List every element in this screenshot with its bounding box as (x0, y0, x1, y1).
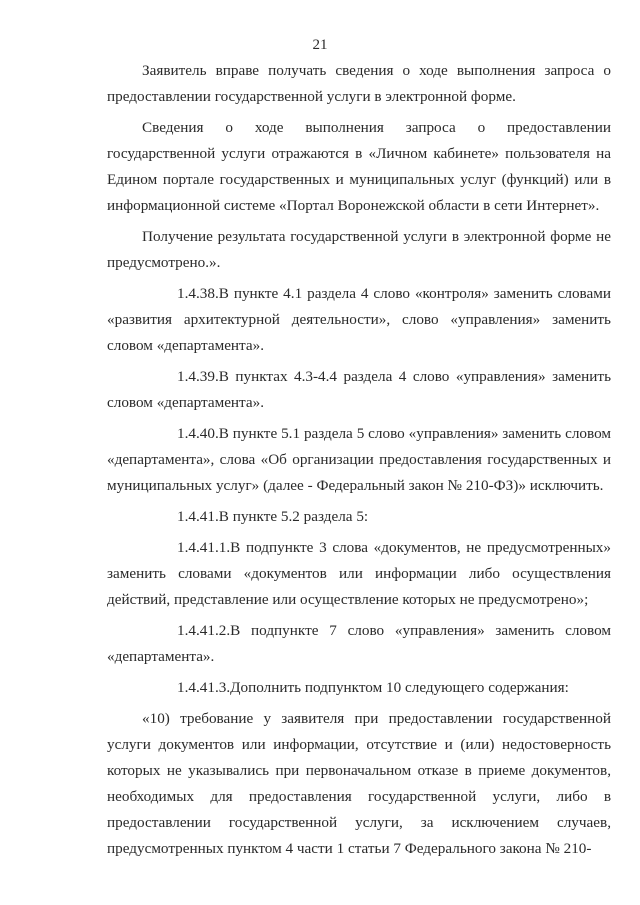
clause-text: В подпункте 3 слова «документов, не предусмотренных» заменить словами «документов или информации либо осуществления действий, представление или осуществление которых не предусмотрено»; (107, 539, 611, 608)
clause-1-4-41 (107, 504, 611, 530)
clause-text: В пункте 5.2 раздела 5: (218, 508, 369, 525)
clause-number: 1.4.40. (177, 425, 219, 442)
clause-number: 1.4.41. (177, 508, 219, 525)
page-number: 21 (312, 37, 328, 53)
clause-number: 1.4.41.2. (177, 622, 231, 639)
clause-text: В подпункте 7 слово «управления» заменить словом «департамента». (107, 622, 611, 665)
paragraph-status-electronic (107, 58, 611, 110)
clause-1-4-40 (107, 421, 611, 499)
clause-text: В пунктах 4.3-4.4 раздела 4 слово «управления» заменить словом «департамента». (107, 368, 611, 411)
clause-1-4-38 (107, 281, 611, 359)
clause-number: 1.4.41.1. (177, 539, 231, 556)
clause-text: В пункте 4.1 раздела 4 слово «контроля» заменить словами «развития архитектурной деятельности», слово «управления» заменить словом «департамента». (107, 285, 611, 354)
paragraph-text: «10) требование у заявителя при предоставлении государственной услуги документов или информации, отсутствие и (или) недостоверность которых не указывались при первоначальном отказе в приеме документов, необходимых для предоставления государственной услуги, либо в предоставлении государственной услуги, за исключением случаев, предусмотренных пунктом 4 части 1 статьи 7 Федерального закона № 210- (107, 710, 611, 857)
clause-1-4-39 (107, 364, 611, 416)
clause-number: 1.4.38. (177, 285, 219, 302)
paragraph-subclause-10 (107, 706, 611, 862)
clause-text: Дополнить подпунктом 10 следующего содержания: (230, 679, 569, 696)
clause-1-4-41-3 (107, 675, 611, 701)
document-body (107, 58, 611, 867)
paragraph-result-not-provided (107, 224, 611, 276)
clause-text: В пункте 5.1 раздела 5 слово «управления» заменить словом «департамента», слова «Об организации предоставления государственных и муниципальных услуг» (далее - Федеральный закон № 210-ФЗ)» исключить. (107, 425, 611, 494)
paragraph-text: Сведения о ходе выполнения запроса о предоставлении государственной услуги отражаются в «Личном кабинете» пользователя на Едином портале государственных и муниципальных услуг (функций) или в информационной системе «Портал Воронежской области в сети Интернет». (107, 119, 611, 214)
clause-1-4-41-1 (107, 535, 611, 613)
paragraph-text: Получение результата государственной услуги в электронной форме не предусмотрено.». (107, 228, 611, 271)
clause-number: 1.4.41.3. (177, 679, 231, 696)
clause-number: 1.4.39. (177, 368, 219, 385)
clause-1-4-41-2 (107, 618, 611, 670)
paragraph-personal-cabinet (107, 115, 611, 219)
paragraph-text: Заявитель вправе получать сведения о ходе выполнения запроса о предоставлении государственной услуги в электронной форме. (107, 62, 611, 105)
